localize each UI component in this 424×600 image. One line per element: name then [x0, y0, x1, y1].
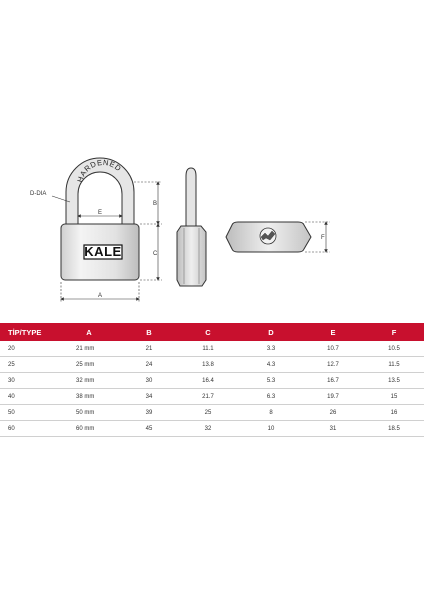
- table-row: [0, 341, 424, 357]
- cell-a: 32 mm: [56, 373, 122, 389]
- dimension-f-label: F: [321, 235, 325, 241]
- cell-d: 3.3: [240, 341, 302, 357]
- cell-a: 25 mm: [56, 357, 122, 373]
- cell-type: 60: [0, 421, 56, 437]
- cell-e: 10.7: [302, 341, 364, 357]
- dimension-e-label: E: [98, 210, 103, 216]
- side-body: [177, 226, 206, 286]
- header-f: F: [364, 323, 424, 341]
- cell-a: 21 mm: [56, 341, 122, 357]
- cell-type: 40: [0, 389, 56, 405]
- table-row: [0, 389, 424, 405]
- shackle: [66, 158, 134, 228]
- cell-c: 32: [176, 421, 240, 437]
- side-shackle: [186, 168, 196, 228]
- dimension-b-label: B: [153, 201, 158, 207]
- table-row: [0, 421, 424, 437]
- cell-b: 21: [122, 341, 176, 357]
- header-a: A: [56, 323, 122, 341]
- cell-c: 25: [176, 405, 240, 421]
- cell-c: 16.4: [176, 373, 240, 389]
- cell-b: 45: [122, 421, 176, 437]
- dimension-d-label: D-DIA: [30, 191, 47, 197]
- cell-a: 38 mm: [56, 389, 122, 405]
- cell-f: 16: [364, 405, 424, 421]
- cell-d: 8: [240, 405, 302, 421]
- header-d: D: [240, 323, 302, 341]
- brand-label: KALE: [84, 244, 122, 259]
- cell-e: 19.7: [302, 389, 364, 405]
- cell-d: 10: [240, 421, 302, 437]
- cell-e: 12.7: [302, 357, 364, 373]
- cell-type: 25: [0, 357, 56, 373]
- cell-d: 4.3: [240, 357, 302, 373]
- cell-f: 13.5: [364, 373, 424, 389]
- cell-type: 50: [0, 405, 56, 421]
- padlock-front-view: [61, 158, 139, 280]
- cell-e: 16.7: [302, 373, 364, 389]
- padlock-bottom-view: [226, 222, 311, 252]
- header-c: C: [176, 323, 240, 341]
- cell-f: 15: [364, 389, 424, 405]
- cell-a: 60 mm: [56, 421, 122, 437]
- specification-table: [0, 323, 424, 437]
- shackle-engraving: HARDENED: [75, 157, 124, 184]
- cell-e: 26: [302, 405, 364, 421]
- cell-f: 18.5: [364, 421, 424, 437]
- table-row: [0, 405, 424, 421]
- cell-b: 30: [122, 373, 176, 389]
- dimension-a-label: A: [98, 293, 103, 299]
- cell-type: 20: [0, 341, 56, 357]
- cell-a: 50 mm: [56, 405, 122, 421]
- cell-f: 11.5: [364, 357, 424, 373]
- table-row: [0, 373, 424, 389]
- cell-b: 24: [122, 357, 176, 373]
- cell-c: 21.7: [176, 389, 240, 405]
- cell-b: 39: [122, 405, 176, 421]
- padlock-side-view: [177, 168, 206, 286]
- dimension-c-label: C: [153, 251, 158, 257]
- cell-c: 13.8: [176, 357, 240, 373]
- table-row: [0, 357, 424, 373]
- cell-f: 10.5: [364, 341, 424, 357]
- header-b: B: [122, 323, 176, 341]
- cell-d: 5.3: [240, 373, 302, 389]
- header-type: TİP/TYPE: [0, 323, 56, 341]
- cell-c: 11.1: [176, 341, 240, 357]
- header-e: E: [302, 323, 364, 341]
- cell-e: 31: [302, 421, 364, 437]
- cell-d: 6.3: [240, 389, 302, 405]
- table-header-row: [0, 323, 424, 341]
- cell-type: 30: [0, 373, 56, 389]
- cell-b: 34: [122, 389, 176, 405]
